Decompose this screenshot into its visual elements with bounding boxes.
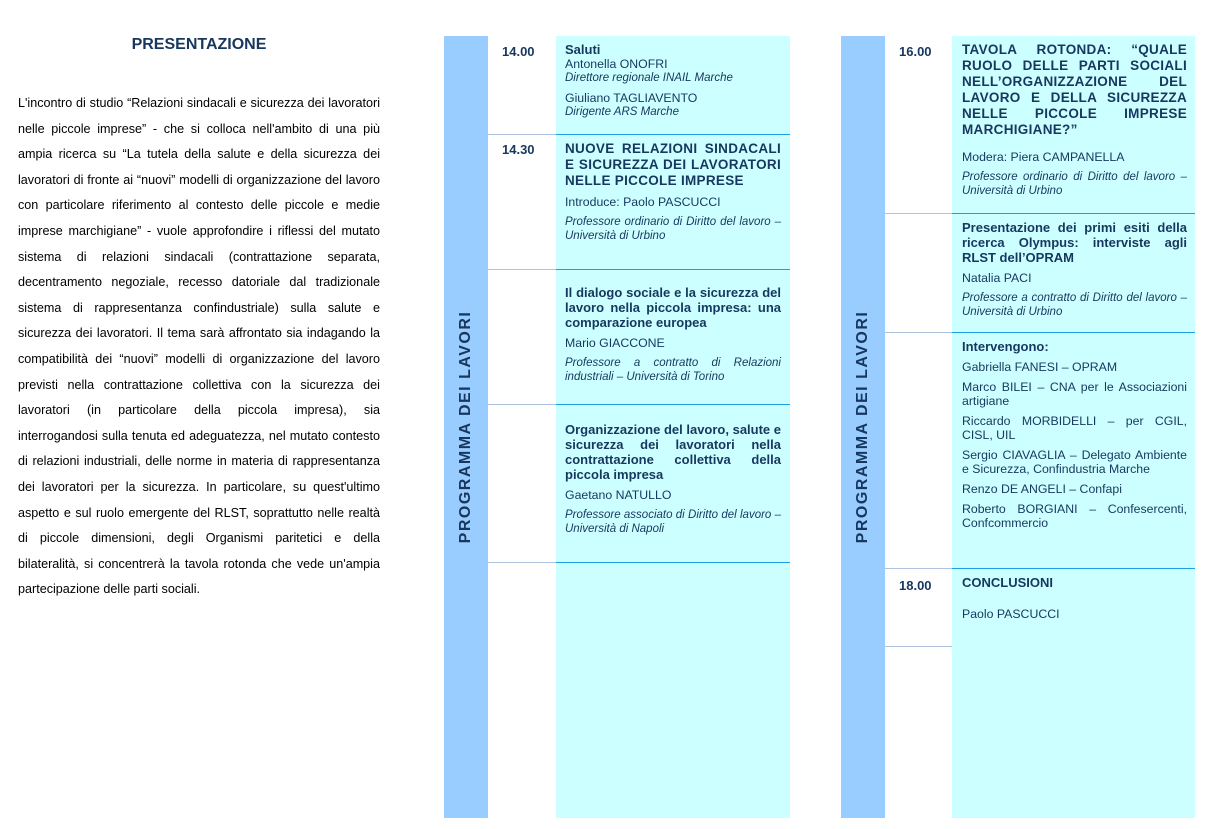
speaker-role: Dirigente ARS Marche bbox=[565, 106, 679, 118]
speaker: Renzo DE ANGELI – Confapi bbox=[962, 482, 1122, 496]
speaker: Paolo PASCUCCI bbox=[962, 607, 1060, 621]
session-title: Il dialogo sociale e la sicurezza del lavoro nella piccola impresa: una comparazione europea bbox=[565, 285, 781, 330]
session-title: Intervengono: bbox=[962, 339, 1049, 354]
time-1800: 18.00 bbox=[899, 578, 932, 593]
speaker: Mario GIACCONE bbox=[565, 336, 665, 350]
session-conclusioni bbox=[962, 575, 1187, 621]
speaker-role: Professore ordinario di Diritto del lavoro – Università di Urbino bbox=[962, 171, 1187, 197]
session-title: Organizzazione del lavoro, salute e sicurezza dei lavoratori nella contrattazione collettiva della piccola impresa bbox=[565, 422, 782, 482]
speaker-role: Professore ordinario di Diritto del lavoro – Università di Urbino bbox=[565, 216, 781, 242]
speaker-role: Professore associato di Diritto del lavoro – Università di Napoli bbox=[565, 509, 781, 535]
session-title: TAVOLA ROTONDA: “QUALE RUOLO DELLE PARTI SOCIALI NELL’ORGANIZZAZIONE DEL LAVORO E DELLA SICUREZZA NELLE PICCOLE IMPRESE MARCHIGIANE?” bbox=[962, 42, 1187, 137]
presentazione-text: L'incontro di studio “Relazioni sindacali e sicurezza dei lavoratori nelle piccole imprese” - che si colloca nell'ambito di una più ampia ricerca su “La tutela della salute e della sicurezza dei lavoratori di fronte ai “nuovi” modelli di organizzazione del lavoro con particolare riferimento al contesto delle piccole e medie imprese marchigiane” - vuole approfondire i riflessi del mutato sistema di relazioni sindacali (contrattazione separata, decentramento negoziale, recesso datoriale dal tradizionale sistema di rappresentanza confindustriale) sulla salute e sicurezza dei lavoratori. Il tema sarà affrontato sia indagando la compatibilità dei “nuovi” modelli di organizzazione del lavoro previsti nella contrattazione collettiva con la sicurezza dei lavoratori (in particolare della piccola impresa), sia interrogandosi sulla tenuta ed adeguatezza, nel mutato contesto di relazioni industriali, delle norme in materia di rappresentanza dei lavoratori per la sicurezza. In particolare, su quest'ultimo aspetto e sul ruolo emergente del RLST, soprattutto nelle realtà di piccole dimensioni, degli Organismi paritetici e della bilateralità, si concentrerà la tavola rotonda che vede un'ampia partecipazione delle parti sociali. bbox=[18, 96, 380, 597]
speaker: Gabriella FANESI – OPRAM bbox=[962, 360, 1118, 374]
speaker: Giuliano TAGLIAVENTO bbox=[565, 91, 698, 105]
session-intervengono bbox=[962, 339, 1187, 530]
speaker: Marco BILEI – CNA per le Associazioni artigiane bbox=[962, 380, 1187, 408]
time-1430: 14.30 bbox=[502, 142, 535, 157]
session-title: Saluti bbox=[565, 42, 601, 57]
session-organizzazione bbox=[565, 422, 781, 536]
program-sidebar-1 bbox=[444, 36, 488, 818]
speaker: Natalia PACI bbox=[962, 271, 1032, 285]
presentazione-title: PRESENTAZIONE bbox=[131, 36, 267, 53]
speaker: Gaetano NATULLO bbox=[565, 488, 672, 502]
speaker-role: Professore a contratto di Diritto del lavoro – Università di Urbino bbox=[962, 292, 1187, 318]
speaker: Riccardo MORBIDELLI – per CGIL, CISL, UIL bbox=[962, 414, 1187, 442]
time-1400: 14.00 bbox=[502, 44, 535, 59]
session-title: CONCLUSIONI bbox=[962, 575, 1053, 590]
speaker-role: Direttore regionale INAIL Marche bbox=[565, 72, 733, 84]
speaker: Antonella ONOFRI bbox=[565, 57, 668, 71]
session-saluti bbox=[565, 42, 781, 119]
speaker: Roberto BORGIANI – Confesercenti, Confcommercio bbox=[962, 502, 1187, 530]
session-title: NUOVE RELAZIONI SINDACALI E SICUREZZA DEI LAVORATORI NELLE PICCOLE IMPRESE bbox=[565, 141, 781, 188]
session-dialogo-sociale bbox=[565, 285, 781, 384]
session-tavola-rotonda bbox=[962, 42, 1187, 198]
session-nuove-relazioni bbox=[565, 141, 781, 243]
time-1600: 16.00 bbox=[899, 44, 932, 59]
session-title: Presentazione dei primi esiti della ricerca Olympus: interviste agli RLST dell’OPRAM bbox=[962, 220, 1187, 265]
speaker-role: Professore a contratto di Relazioni industriali – Università di Torino bbox=[565, 357, 781, 383]
speaker: Sergio CIAVAGLIA – Delegato Ambiente e Sicurezza, Confindustria Marche bbox=[962, 448, 1187, 476]
speaker: Modera: Piera CAMPANELLA bbox=[962, 150, 1125, 164]
session-olympus bbox=[962, 220, 1187, 319]
sidebar-label: PROGRAMMA DEI LAVORI bbox=[854, 310, 871, 544]
program-sidebar-2 bbox=[841, 36, 885, 818]
speaker: Introduce: Paolo PASCUCCI bbox=[565, 195, 721, 209]
sidebar-label: PROGRAMMA DEI LAVORI bbox=[457, 310, 474, 544]
